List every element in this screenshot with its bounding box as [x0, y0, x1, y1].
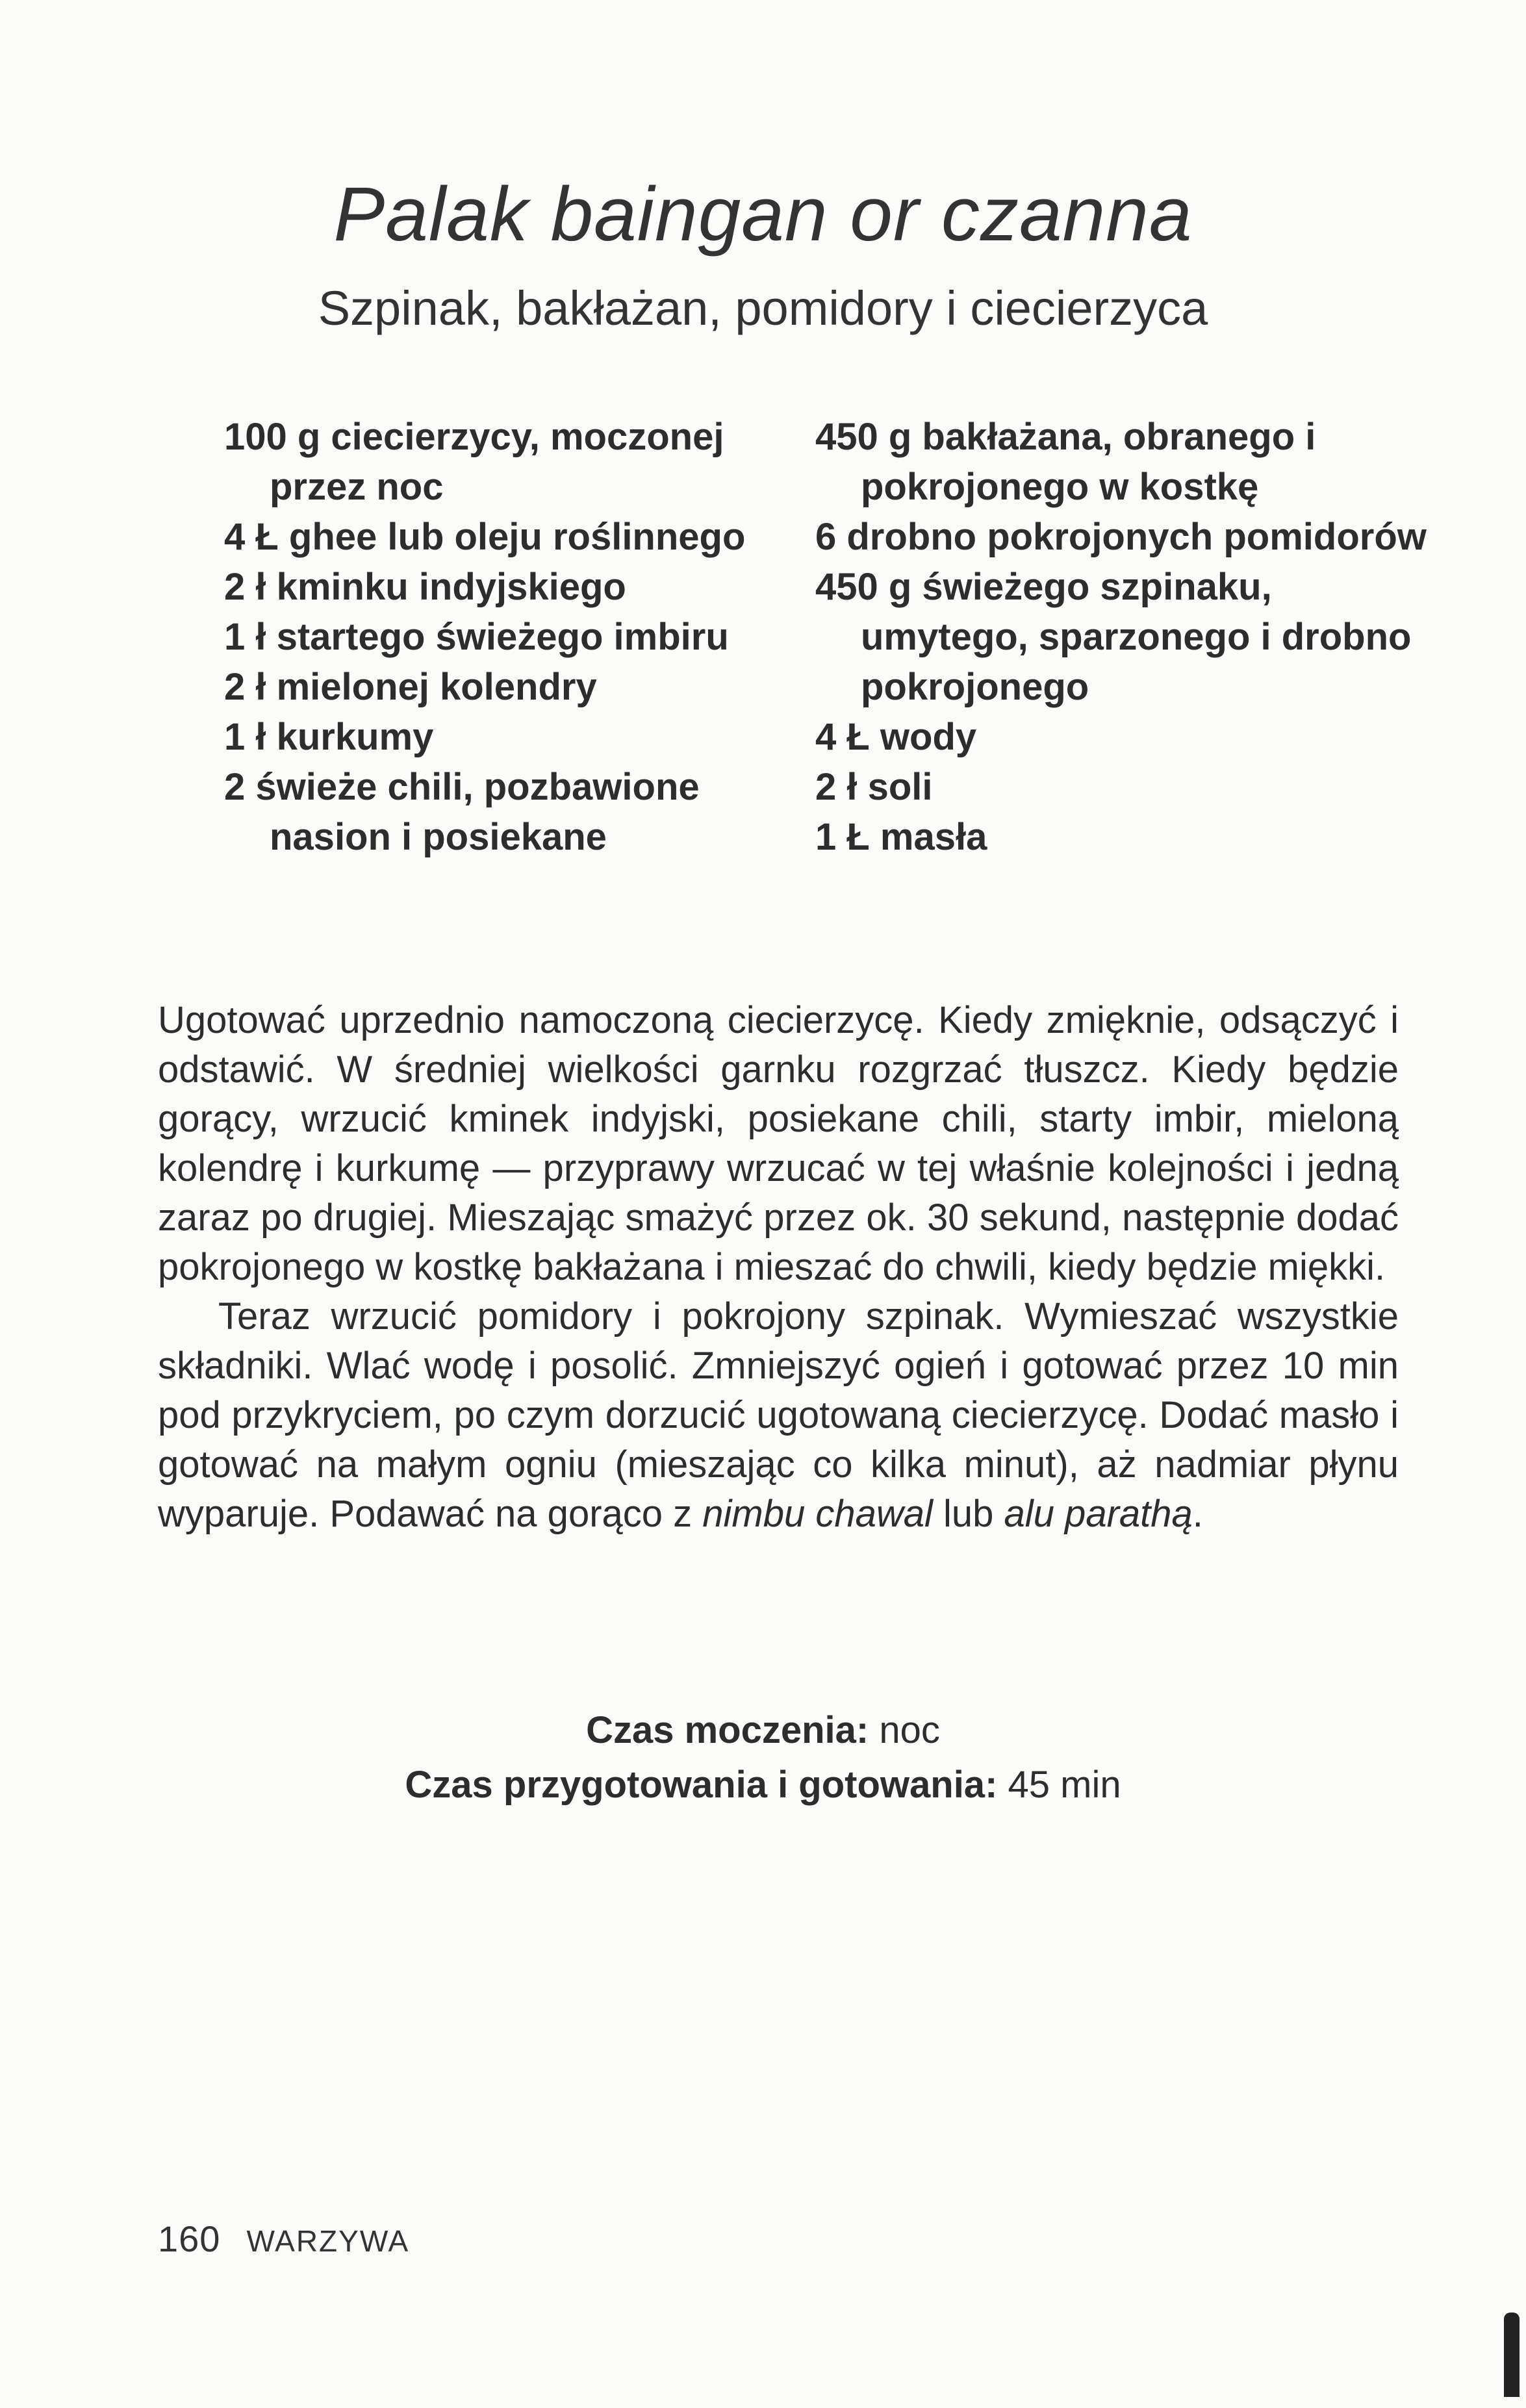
cook-time: [0, 1758, 1526, 1812]
recipe-instructions: [158, 996, 1399, 1539]
dish-name-alu-paratha: alu parathą: [1004, 1493, 1193, 1535]
ingredient-item: 4 Ł wody: [815, 716, 977, 758]
ingredient-item: 6 drobno pokrojonych pomidorów: [815, 516, 1427, 558]
ingredient-item: 2 świeże chili, pozbawione nasion i posiekane: [224, 766, 700, 858]
ingredients-left-column: [224, 412, 809, 862]
recipe-title: Palak baingan or czanna: [333, 171, 1193, 257]
instructions-paragraph-2: [158, 1292, 1399, 1539]
ingredient-item: 2 ł soli: [815, 766, 933, 808]
ingredient-item: 100 g ciecierzycy, moczonej przez noc: [224, 416, 724, 508]
ingredient-item: 1 ł startego świeżego imbiru: [224, 616, 729, 658]
ingredient-item: 4 Ł ghee lub oleju roślinnego: [224, 516, 746, 558]
page-number: 160: [158, 2218, 221, 2259]
soak-time-value: noc: [869, 1709, 940, 1751]
page-edge-mark: [1504, 2313, 1520, 2397]
ingredients-right-column: [815, 412, 1439, 862]
page-footer: [158, 2218, 409, 2260]
ingredient-item: 2 ł mielonej kolendry: [224, 666, 597, 708]
ingredient-item: 450 g świeżego szpinaku, umytego, sparzonego i drobno pokrojonego: [815, 566, 1412, 708]
cook-time-value: 45 min: [997, 1764, 1121, 1806]
recipe-subtitle: Szpinak, bakłażan, pomidory i ciecierzyca: [318, 281, 1208, 335]
ingredient-item: 450 g bakłażana, obranego i pokrojonego w kostkę: [815, 416, 1316, 508]
soak-time: [0, 1703, 1526, 1758]
cook-time-label: Czas przygotowania i gotowania:: [405, 1764, 998, 1806]
ingredient-item: 2 ł kminku indyjskiego: [224, 566, 626, 608]
recipe-times: [0, 1703, 1526, 1812]
section-name: WARZYWA: [246, 2224, 410, 2258]
ingredient-item: 1 ł kurkumy: [224, 716, 434, 758]
dish-name-nimbu-chawal: nimbu chawal: [702, 1493, 933, 1535]
soak-time-label: Czas moczenia:: [586, 1709, 869, 1751]
paragraph-2-text: Teraz wrzucić pomidory i pokrojony szpinak. Wymieszać wszystkie składniki. Wlać wodę i posolić. Zmniejszyć ogień i gotować przez 10 min pod przykryciem, po czym dorzucić ugotowaną ciecierzycę. Dodać masło i gotować na małym ogniu (mieszając co kilka minut), aż nadmiar płynu wyparuje. Podawać na gorąco z: [158, 1295, 1399, 1535]
paragraph-2-end: .: [1192, 1493, 1203, 1535]
instructions-paragraph-1: Ugotować uprzednio namoczoną ciecierzycę. Kiedy zmięknie, odsączyć i odstawić. W średniej wielkości garnku rozgrzać tłuszcz. Kiedy będzie gorący, wrzucić kminek indyjski, posiekane chili, starty imbir, mieloną kolendrę i kurkumę — przyprawy wrzucać w tej właśnie kolejności i jedną zaraz po drugiej. Mieszając smażyć przez ok. 30 sekund, następnie dodać pokrojonego w kostkę bakłażana i mieszać do chwili, kiedy będzie miękki.: [158, 999, 1399, 1288]
ingredient-item: 1 Ł masła: [815, 816, 987, 858]
paragraph-2-connector: lub: [932, 1493, 1004, 1535]
